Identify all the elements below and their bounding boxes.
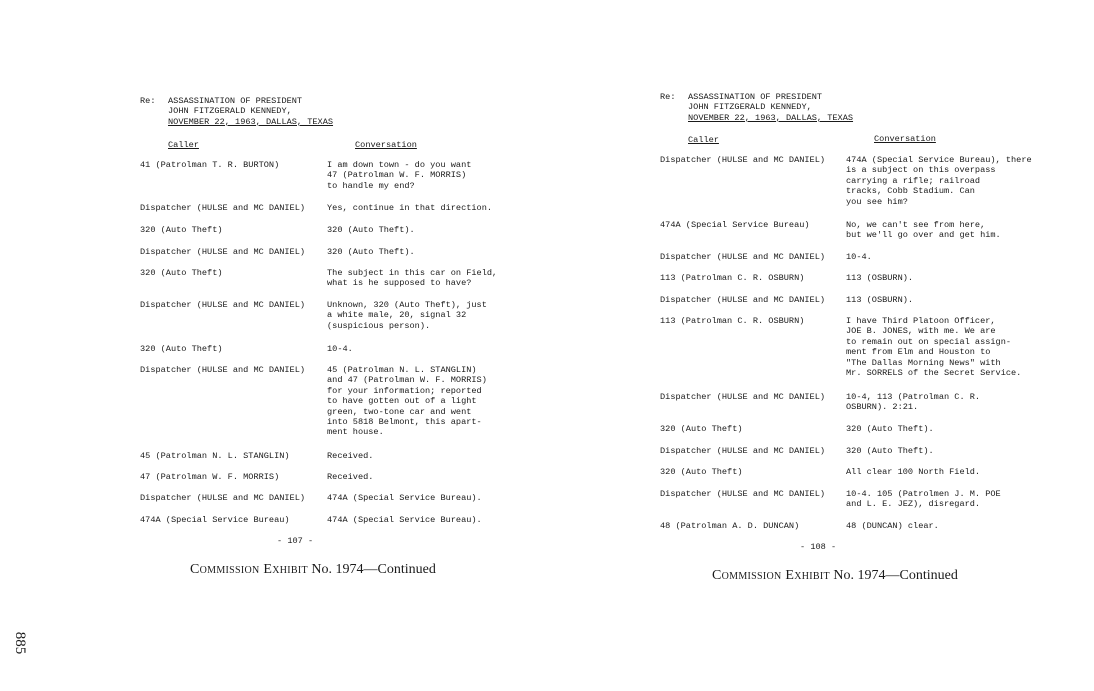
- caller: Dispatcher (HULSE and MC DANIEL): [660, 392, 826, 402]
- re-line: ASSASSINATION OF PRESIDENT: [688, 92, 823, 102]
- conversation-line: but we'll go over and get him.: [846, 230, 1001, 241]
- conversation-line: Unknown, 320 (Auto Theft), just: [327, 300, 487, 310]
- conversation-line: OSBURN). 2:21.: [846, 402, 919, 413]
- conversation-line: and L. E. JEZ), disregard.: [846, 499, 981, 510]
- conversation-line: 10-4.: [327, 344, 353, 354]
- re-line: JOHN FITZGERALD KENNEDY,: [688, 102, 812, 113]
- conversation-line: into 5818 Belmont, this apart-: [327, 417, 482, 428]
- conversation-line: Yes, continue in that direction.: [327, 203, 493, 213]
- caller: Dispatcher (HULSE and MC DANIEL): [140, 493, 306, 503]
- exhibit-caption-suffix: No. 1974—Continued: [311, 562, 436, 577]
- conversation-line: No, we can't see from here,: [846, 220, 986, 230]
- caller: 45 (Patrolman N. L. STANGLIN): [140, 451, 290, 461]
- conversation-line: 320 (Auto Theft).: [327, 225, 415, 235]
- conversation-line: tracks, Cobb Stadium. Can: [846, 186, 975, 197]
- caller: 47 (Patrolman W. F. MORRIS): [140, 472, 280, 482]
- exhibit-caption-prefix: Commission Exhibit: [712, 568, 830, 583]
- caller: 113 (Patrolman C. R. OSBURN): [660, 273, 805, 283]
- conversation-line: "The Dallas Morning News" with: [846, 357, 1001, 368]
- conversation-line: 320 (Auto Theft).: [846, 424, 934, 434]
- conversation-line: carrying a rifle; railroad: [846, 175, 981, 186]
- caller: Dispatcher (HULSE and MC DANIEL): [660, 489, 826, 499]
- caller: 320 (Auto Theft): [140, 225, 223, 235]
- conversation-line: I am down town - do you want: [327, 160, 472, 170]
- conversation-line: 10-4.: [846, 252, 872, 262]
- caller: 320 (Auto Theft): [660, 424, 743, 434]
- conversation-line: 45 (Patrolman N. L. STANGLIN): [327, 365, 477, 375]
- caller: 320 (Auto Theft): [660, 467, 743, 477]
- conversation-line: 10-4. 105 (Patrolmen J. M. POE: [846, 489, 1001, 499]
- conversation-line: to handle my end?: [327, 180, 415, 191]
- conversation-line: a white male, 20, signal 32: [327, 310, 467, 321]
- caller-header: Caller: [168, 140, 199, 150]
- conversation-line: you see him?: [846, 196, 908, 207]
- caller: 113 (Patrolman C. R. OSBURN): [660, 316, 805, 326]
- caller: Dispatcher (HULSE and MC DANIEL): [660, 155, 826, 165]
- re-label: Re:: [140, 96, 156, 106]
- caller: 474A (Special Service Bureau): [660, 220, 810, 230]
- exhibit-caption-suffix: No. 1974—Continued: [833, 568, 958, 583]
- caller: 41 (Patrolman T. R. BURTON): [140, 160, 280, 170]
- re-line: JOHN FITZGERALD KENNEDY,: [168, 106, 292, 117]
- conversation-line: 474A (Special Service Bureau), there: [846, 155, 1032, 165]
- caller: 320 (Auto Theft): [140, 344, 223, 354]
- re-label: Re:: [660, 92, 676, 102]
- conversation-line: I have Third Platoon Officer,: [846, 316, 996, 326]
- conversation-line: what is he supposed to have?: [327, 278, 472, 289]
- re-line-date: NOVEMBER 22, 1963, DALLAS, TEXAS: [688, 112, 854, 123]
- page-number: - 107 -: [277, 536, 314, 546]
- conversation-line: All clear 100 North Field.: [846, 467, 981, 477]
- conversation-line: 47 (Patrolman W. F. MORRIS): [327, 170, 467, 181]
- conversation-line: 10-4, 113 (Patrolman C. R.: [846, 392, 981, 402]
- conversation-line: Received.: [327, 451, 374, 461]
- exhibit-caption: [712, 568, 958, 584]
- exhibit-caption-prefix: Commission Exhibit: [190, 562, 308, 577]
- conversation-header: Conversation: [355, 140, 417, 150]
- caller: Dispatcher (HULSE and MC DANIEL): [660, 446, 826, 456]
- re-line: ASSASSINATION OF PRESIDENT: [168, 96, 303, 106]
- conversation-line: green, two-tone car and went: [327, 406, 472, 417]
- caller: Dispatcher (HULSE and MC DANIEL): [140, 203, 306, 213]
- page-number: - 108 -: [800, 542, 837, 552]
- conversation-line: (suspicious person).: [327, 320, 431, 331]
- conversation-line: for your information; reported: [327, 385, 482, 396]
- conversation-line: and 47 (Patrolman W. F. MORRIS): [327, 375, 487, 386]
- conversation-line: 113 (OSBURN).: [846, 273, 914, 283]
- conversation-line: 320 (Auto Theft).: [846, 446, 934, 456]
- conversation-line: JOE B. JONES, with me. We are: [846, 326, 996, 337]
- conversation-line: to remain out on special assign-: [846, 336, 1012, 347]
- conversation-line: 48 (DUNCAN) clear.: [846, 521, 939, 531]
- conversation-line: Mr. SORRELS of the Secret Service.: [846, 368, 1022, 379]
- side-page-number: 885: [12, 631, 28, 655]
- conversation-line: The subject in this car on Field,: [327, 268, 498, 278]
- exhibit-caption: [190, 562, 436, 578]
- conversation-line: is a subject on this overpass: [846, 165, 996, 176]
- conversation-line: 113 (OSBURN).: [846, 295, 914, 305]
- caller: Dispatcher (HULSE and MC DANIEL): [140, 300, 306, 310]
- conversation-line: ment house.: [327, 427, 384, 438]
- caller: Dispatcher (HULSE and MC DANIEL): [660, 295, 826, 305]
- conversation-line: 474A (Special Service Bureau).: [327, 493, 482, 503]
- caller: Dispatcher (HULSE and MC DANIEL): [660, 252, 826, 262]
- conversation-line: 320 (Auto Theft).: [327, 247, 415, 257]
- caller: Dispatcher (HULSE and MC DANIEL): [140, 247, 306, 257]
- conversation-line: to have gotten out of a light: [327, 396, 477, 407]
- caller: Dispatcher (HULSE and MC DANIEL): [140, 365, 306, 375]
- conversation-line: 474A (Special Service Bureau).: [327, 515, 482, 525]
- caller-header: Caller: [688, 135, 719, 145]
- conversation-line: Received.: [327, 472, 374, 482]
- caller: 48 (Patrolman A. D. DUNCAN): [660, 521, 800, 531]
- re-line-date: NOVEMBER 22, 1963, DALLAS, TEXAS: [168, 116, 334, 127]
- caller: 474A (Special Service Bureau): [140, 515, 290, 525]
- caller: 320 (Auto Theft): [140, 268, 223, 278]
- conversation-header: Conversation: [874, 134, 936, 144]
- conversation-line: ment from Elm and Houston to: [846, 347, 991, 358]
